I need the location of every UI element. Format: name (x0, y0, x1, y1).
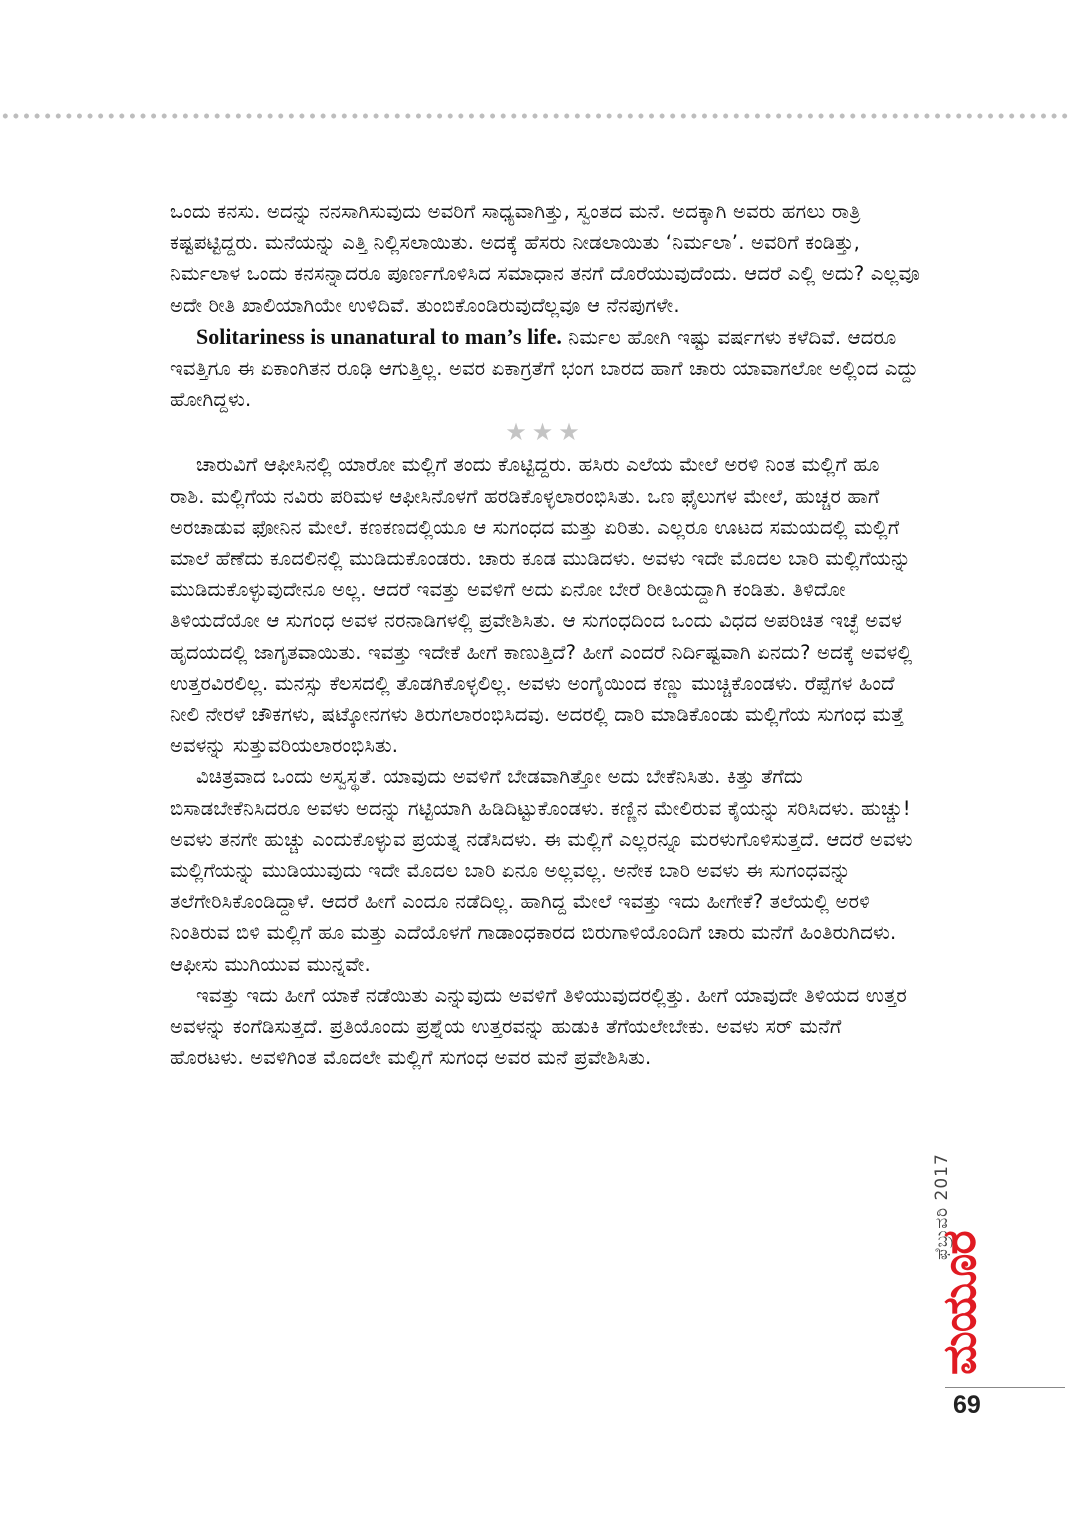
section-separator-stars: ★★★ (505, 418, 585, 447)
english-lead-sentence: Solitariness is unanatural to man’s life. (196, 323, 562, 349)
article-paragraph-2 (170, 321, 920, 416)
dotted-header-rule (0, 112, 1072, 120)
article-paragraph-1: ಒಂದು ಕನಸು. ಅದನ್ನು ನನಸಾಗಿಸುವುದು ಅವರಿಗೆ ಸಾಧ್ಯವಾಗಿತ್ತು, ಸ್ವಂತದ ಮನೆ. ಅದಕ್ಕಾಗಿ ಅವರು ಹಗಲು ರಾತ್ರಿ ಕಷ್ಟಪಟ್ಟಿದ್ದರು. ಮನೆಯನ್ನು ಎತ್ತಿ ನಿಲ್ಲಿಸಲಾಯಿತು. ಅದಕ್ಕೆ ಹೆಸರು ನೀಡಲಾಯಿತು ‘ನಿರ್ಮಲಾ’. ಅವರಿಗೆ ಕಂಡಿತ್ತು, ನಿರ್ಮಲಾಳ ಒಂದು ಕನಸನ್ನಾದರೂ ಪೂರ್ಣಗೊಳಿಸಿದ ಸಮಾಧಾನ ತನಗೆ ದೊರೆಯುವುದೆಂದು. ಆದರೆ ಎಲ್ಲಿ ಅದು? ಎಲ್ಲವೂ ಅದೇ ರೀತಿ ಖಾಲಿಯಾಗಿಯೇ ಉಳಿದಿವೆ. ತುಂಬಿಕೊಂಡಿರುವುದೆಲ್ಲವೂ ಆ ನೆನಪುಗಳೇ. (170, 200, 920, 317)
article-paragraph-4: ವಿಚಿತ್ರವಾದ ಒಂದು ಅಸ್ವಸ್ಥತೆ. ಯಾವುದು ಅವಳಿಗೆ ಬೇಡವಾಗಿತ್ತೋ ಅದು ಬೇಕೆನಿಸಿತು. ಕಿತ್ತು ತೆಗೆದು ಬಿಸಾಡಬೇಕೆನಿಸಿದರೂ ಅವಳು ಅದನ್ನು ಗಟ್ಟಿಯಾಗಿ ಹಿಡಿದಿಟ್ಟುಕೊಂಡಳು. ಕಣ್ಣಿನ ಮೇಲಿರುವ ಕೈಯನ್ನು ಸರಿಸಿದಳು. ಹುಚ್ಚು! ಅವಳು ತನಗೇ ಹುಚ್ಚು ಎಂದುಕೊಳ್ಳುವ ಪ್ರಯತ್ನ ನಡೆಸಿದಳು. ಈ ಮಲ್ಲಿಗೆ ಎಲ್ಲರನ್ನೂ ಮರಳುಗೊಳಿಸುತ್ತದೆ. ಆದರೆ ಅವಳು ಮಲ್ಲಿಗೆಯನ್ನು ಮುಡಿಯುವುದು ಇದೇ ಮೊದಲ ಬಾರಿ ಏನೂ ಅಲ್ಲವಲ್ಲ. ಅನೇಕ ಬಾರಿ ಅವಳು ಈ ಸುಗಂಧವನ್ನು ತಲೆಗೇರಿಸಿಕೊಂಡಿದ್ದಾಳೆ. ಆದರೆ ಹೀಗೆ ಎಂದೂ ನಡೆದಿಲ್ಲ. ಹಾಗಿದ್ದ ಮೇಲೆ ಇವತ್ತು ಇದು ಹೀಗೇಕೆ? ತಲೆಯಲ್ಲಿ ಅರಳಿ ನಿಂತಿರುವ ಬಿಳಿ ಮಲ್ಲಿಗೆ ಹೂ ಮತ್ತು ಎದೆಯೊಳಗೆ ಗಾಡಾಂಧಕಾರದ ಬಿರುಗಾಳಿಯೊಂದಿಗೆ ಚಾರು ಮನೆಗೆ ಹಿಂತಿರುಗಿದಳು. ಆಫೀಸು ಮುಗಿಯುವ ಮುನ್ನವೇ. (170, 765, 913, 976)
article-paragraph-2-text: ನಿರ್ಮಲ ಹೋಗಿ ಇಷ್ಟು ವರ್ಷಗಳು ಕಳೆದಿವೆ. ಆದರೂ ಇವತ್ತಿಗೂ ಈ ಏಕಾಂಗಿತನ ರೂಢಿ ಆಗುತ್ತಿಲ್ಲ. ಅವರ ಏಕಾಗ್ರತೆಗೆ ಭಂಗ ಬಾರದ ಹಾಗೆ ಚಾರು ಯಾವಾಗಲೋ ಅಲ್ಲಿಂದ ಎದ್ದು ಹೋಗಿದ್ದಳು. (170, 325, 919, 412)
page-number: 69 (953, 1391, 981, 1419)
article-paragraph-5: ಇವತ್ತು ಇದು ಹೀಗೆ ಯಾಕೆ ನಡೆಯಿತು ಎನ್ನುವುದು ಅವಳಿಗೆ ತಿಳಿಯುವುದರಲ್ಲಿತ್ತು. ಹೀಗೆ ಯಾವುದೇ ತಿಳಿಯದ ಉತ್ತರ ಅವಳನ್ನು ಕಂಗೆಡಿಸುತ್ತದೆ. ಪ್ರತಿಯೊಂದು ಪ್ರಶ್ನೆಯ ಉತ್ತರವನ್ನು ಹುಡುಕಿ ತೆಗೆಯಲೇಬೇಕು. ಅವಳು ಸರ್ ಮನೆಗೆ ಹೊರಟಳು. ಅವಳಿಗಿಂತ ಮೊದಲೇ ಮಲ್ಲಿಗೆ ಸುಗಂಧ ಅವರ ಮನೆ ಪ್ರವೇಶಿಸಿತು. (170, 983, 907, 1070)
magazine-logo: ಮಯೂರ (932, 1231, 986, 1375)
article-paragraph-3: ಚಾರುವಿಗೆ ಆಫೀಸಿನಲ್ಲಿ ಯಾರೋ ಮಲ್ಲಿಗೆ ತಂದು ಕೊಟ್ಟಿದ್ದರು. ಹಸಿರು ಎಲೆಯ ಮೇಲೆ ಅರಳಿ ನಿಂತ ಮಲ್ಲಿಗೆ ಹೂ ರಾಶಿ. ಮಲ್ಲಿಗೆಯ ನವಿರು ಪರಿಮಳ ಆಫೀಸಿನೊಳಗೆ ಹರಡಿಕೊಳ್ಳಲಾರಂಭಿಸಿತು. ಒಣ ಫೈಲುಗಳ ಮೇಲೆ, ಹುಚ್ಚರ ಹಾಗೆ ಅರಚಾಡುವ ಫೋನಿನ ಮೇಲೆ. ಕಣಕಣದಲ್ಲಿಯೂ ಆ ಸುಗಂಧದ ಮತ್ತು ಏರಿತು. ಎಲ್ಲರೂ ಊಟದ ಸಮಯದಲ್ಲಿ ಮಲ್ಲಿಗೆ ಮಾಲೆ ಹೆಣೆದು ಕೂದಲಿನಲ್ಲಿ ಮುಡಿದುಕೊಂಡರು. ಚಾರು ಕೂಡ ಮುಡಿದಳು. ಅವಳು ಇದೇ ಮೊದಲ ಬಾರಿ ಮಲ್ಲಿಗೆಯನ್ನು ಮುಡಿದುಕೊಳ್ಳುವುದೇನೂ ಅಲ್ಲ. ಆದರೆ ಇವತ್ತು ಅವಳಿಗೆ ಅದು ಏನೋ ಬೇರೆ ರೀತಿಯದ್ದಾಗಿ ಕಂಡಿತು. ತಿಳಿದೋ ತಿಳಿಯದೆಯೋ ಆ ಸುಗಂಧ ಅವಳ ನರನಾಡಿಗಳಲ್ಲಿ ಪ್ರವೇಶಿಸಿತು. ಆ ಸುಗಂಧದಿಂದ ಒಂದು ವಿಧದ ಅಪರಿಚಿತ ಇಚ್ಛೆ ಅವಳ ಹೃದಯದಲ್ಲಿ ಜಾಗೃತವಾಯಿತು. ಇವತ್ತು ಇದೇಕೆ ಹೀಗೆ ಕಾಣುತ್ತಿದೆ? ಹೀಗೆ ಎಂದರೆ ನಿರ್ದಿಷ್ಟವಾಗಿ ಏನದು? ಅದಕ್ಕೆ ಅವಳಲ್ಲಿ ಉತ್ತರವಿರಲಿಲ್ಲ. ಮನಸ್ಸು ಕೆಲಸದಲ್ಲಿ ತೊಡಗಿಕೊಳ್ಳಲಿಲ್ಲ. ಅವಳು ಅಂಗೈಯಿಂದ ಕಣ್ಣು ಮುಚ್ಚಿಕೊಂಡಳು. ರೆಪ್ಪೆಗಳ ಹಿಂದೆ ನೀಲಿ ನೇರಳೆ ಚೌಕಗಳು, ಷಟ್ಕೋನಗಳು ತಿರುಗಲಾರಂಭಿಸಿದವು. ಅದರಲ್ಲಿ ದಾರಿ ಮಾಡಿಕೊಂಡು ಮಲ್ಲಿಗೆಯ ಸುಗಂಧ ಮತ್ತೆ ಅವಳನ್ನು ಸುತ್ತುವರಿಯಲಾರಂಭಿಸಿತು. (170, 453, 913, 758)
article-body (170, 196, 920, 1073)
issue-date: ಫೆಬ್ರುವರಿ 2017 (932, 1153, 952, 1260)
